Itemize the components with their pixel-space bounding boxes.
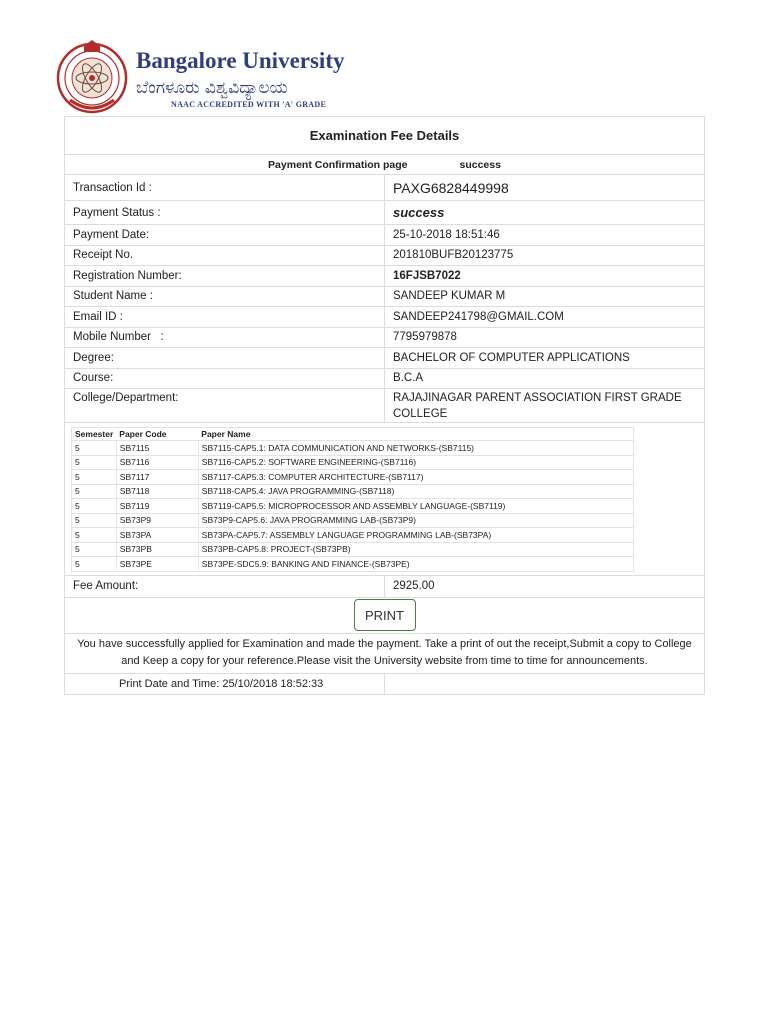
- field-label: Receipt No.: [65, 246, 385, 266]
- mobile-number-value: 7795979878: [393, 331, 457, 344]
- course-row: [65, 369, 704, 390]
- semester-cell: 5: [72, 484, 117, 499]
- degree-row: [65, 348, 704, 369]
- semester-cell: 5: [72, 499, 117, 514]
- student-name-value: SANDEEP KUMAR M: [393, 290, 506, 303]
- field-label: Payment Status :: [65, 201, 385, 224]
- university-name: Bangalore University: [136, 48, 345, 73]
- paper-code-cell: SB73P9: [116, 513, 198, 528]
- field-label: Student Name :: [65, 287, 385, 307]
- papers-table: [71, 427, 634, 572]
- papers-header-row: [72, 428, 634, 441]
- field-label: Mobile Number :: [65, 328, 385, 348]
- degree-value: BACHELOR OF COMPUTER APPLICATIONS: [393, 351, 630, 364]
- receipt-no-value: 201810BUFB20123775: [393, 249, 514, 262]
- table-row: [72, 499, 634, 514]
- paper-name-cell: SB7115-CAP5.1: DATA COMMUNICATION AND NETWORKS-(SB7115): [198, 441, 633, 456]
- fee-amount-value: 2925.00: [393, 580, 435, 592]
- paper-name-cell: SB73PA-CAP5.7: ASSEMBLY LANGUAGE PROGRAMMING LAB-(SB73PA): [198, 528, 633, 543]
- paper-code-cell: SB7116: [116, 455, 198, 470]
- paper-name-cell: SB7119-CAP5.5: MICROPROCESSOR AND ASSEMBLY LANGUAGE-(SB7119): [198, 499, 633, 514]
- paper-code-cell: SB73PE: [116, 557, 198, 572]
- payment-date-row: [65, 225, 704, 246]
- mobile-number-row: [65, 328, 704, 349]
- column-header-paper-name: Paper Name: [198, 428, 633, 441]
- semester-cell: 5: [72, 557, 117, 572]
- paper-name-cell: SB7116-CAP5.2: SOFTWARE ENGINEERING-(SB7116): [198, 455, 633, 470]
- payment-date-value: 25-10-2018 18:51:46: [393, 228, 500, 241]
- field-label: Registration Number:: [65, 266, 385, 286]
- university-name-kannada: ಬೆಂಗಳೂರು ವಿಶ್ವವಿದ್ಯಾಲಯ: [136, 78, 288, 98]
- field-label: College/Department:: [65, 389, 385, 422]
- course-value: B.C.A: [393, 372, 424, 385]
- print-button[interactable]: PRINT: [354, 599, 416, 631]
- paper-code-cell: SB7115: [116, 441, 198, 456]
- semester-cell: 5: [72, 455, 117, 470]
- registration-number-row: [65, 266, 704, 287]
- registration-number-value: 16FJSB7022: [393, 269, 461, 282]
- paper-name-cell: SB7118-CAP5.4: JAVA PROGRAMMING-(SB7118): [198, 484, 633, 499]
- field-label: Fee Amount:: [65, 576, 385, 597]
- paper-code-cell: SB7119: [116, 499, 198, 514]
- field-label: Payment Date:: [65, 225, 385, 245]
- accreditation-text: NAAC ACCREDITED WITH 'A' GRADE: [171, 100, 327, 109]
- semester-cell: 5: [72, 528, 117, 543]
- university-emblem-icon: [54, 38, 130, 114]
- fee-receipt: [64, 116, 705, 695]
- paper-code-cell: SB73PB: [116, 542, 198, 557]
- receipt-no-row: [65, 246, 704, 267]
- semester-cell: 5: [72, 470, 117, 485]
- confirmation-status: success: [459, 158, 501, 171]
- paper-name-cell: SB73PB-CAP5.8: PROJECT-(SB73PB): [198, 542, 633, 557]
- table-row: [72, 470, 634, 485]
- confirmation-label: Payment Confirmation page: [268, 158, 408, 171]
- payment-status-value: success: [393, 205, 445, 220]
- transaction-id-row: [65, 175, 704, 201]
- college-value: RAJAJINAGAR PARENT ASSOCIATION FIRST GRADE COLLEGE: [393, 392, 682, 420]
- field-label: Degree:: [65, 348, 385, 368]
- paper-name-cell: SB73PE-SDC5.9: BANKING AND FINANCE-(SB73PE): [198, 557, 633, 572]
- college-row: [65, 389, 704, 423]
- print-date-row: [65, 674, 704, 694]
- semester-cell: 5: [72, 513, 117, 528]
- student-name-row: [65, 287, 704, 308]
- semester-cell: 5: [72, 542, 117, 557]
- print-row: [65, 598, 704, 634]
- paper-name-cell: SB7117-CAP5.3: COMPUTER ARCHITECTURE-(SB7117): [198, 470, 633, 485]
- email-id-value: SANDEEP241798@GMAIL.COM: [393, 310, 564, 323]
- field-label: Course:: [65, 369, 385, 389]
- page-header: [54, 38, 384, 114]
- confirmation-row: [65, 155, 704, 175]
- column-header-paper-code: Paper Code: [116, 428, 198, 441]
- email-id-row: [65, 307, 704, 328]
- paper-code-cell: SB7117: [116, 470, 198, 485]
- semester-cell: 5: [72, 441, 117, 456]
- field-label: Transaction Id :: [65, 175, 385, 200]
- papers-section: [65, 423, 704, 576]
- table-row: [72, 484, 634, 499]
- table-row: [72, 542, 634, 557]
- receipt-title: Examination Fee Details: [65, 117, 704, 155]
- table-row: [72, 455, 634, 470]
- table-row: [72, 441, 634, 456]
- table-row: [72, 557, 634, 572]
- success-message: You have successfully applied for Examination and made the payment. Take a print of out the receipt,Submit a copy to College and Keep a copy for your reference.Please visit the University website from time to time for announcements.: [65, 634, 704, 674]
- table-row: [72, 528, 634, 543]
- transaction-id-value: PAXG6828449998: [393, 179, 509, 196]
- paper-name-cell: SB73P9-CAP5.6: JAVA PROGRAMMING LAB-(SB73P9): [198, 513, 633, 528]
- field-label: Email ID :: [65, 307, 385, 327]
- column-header-semester: Semester: [72, 428, 117, 441]
- paper-code-cell: SB73PA: [116, 528, 198, 543]
- fee-amount-row: [65, 576, 704, 598]
- print-date-empty-cell: [385, 674, 704, 694]
- paper-code-cell: SB7118: [116, 484, 198, 499]
- print-date-text: Print Date and Time: 25/10/2018 18:52:33: [65, 674, 385, 694]
- payment-status-row: [65, 201, 704, 225]
- table-row: [72, 513, 634, 528]
